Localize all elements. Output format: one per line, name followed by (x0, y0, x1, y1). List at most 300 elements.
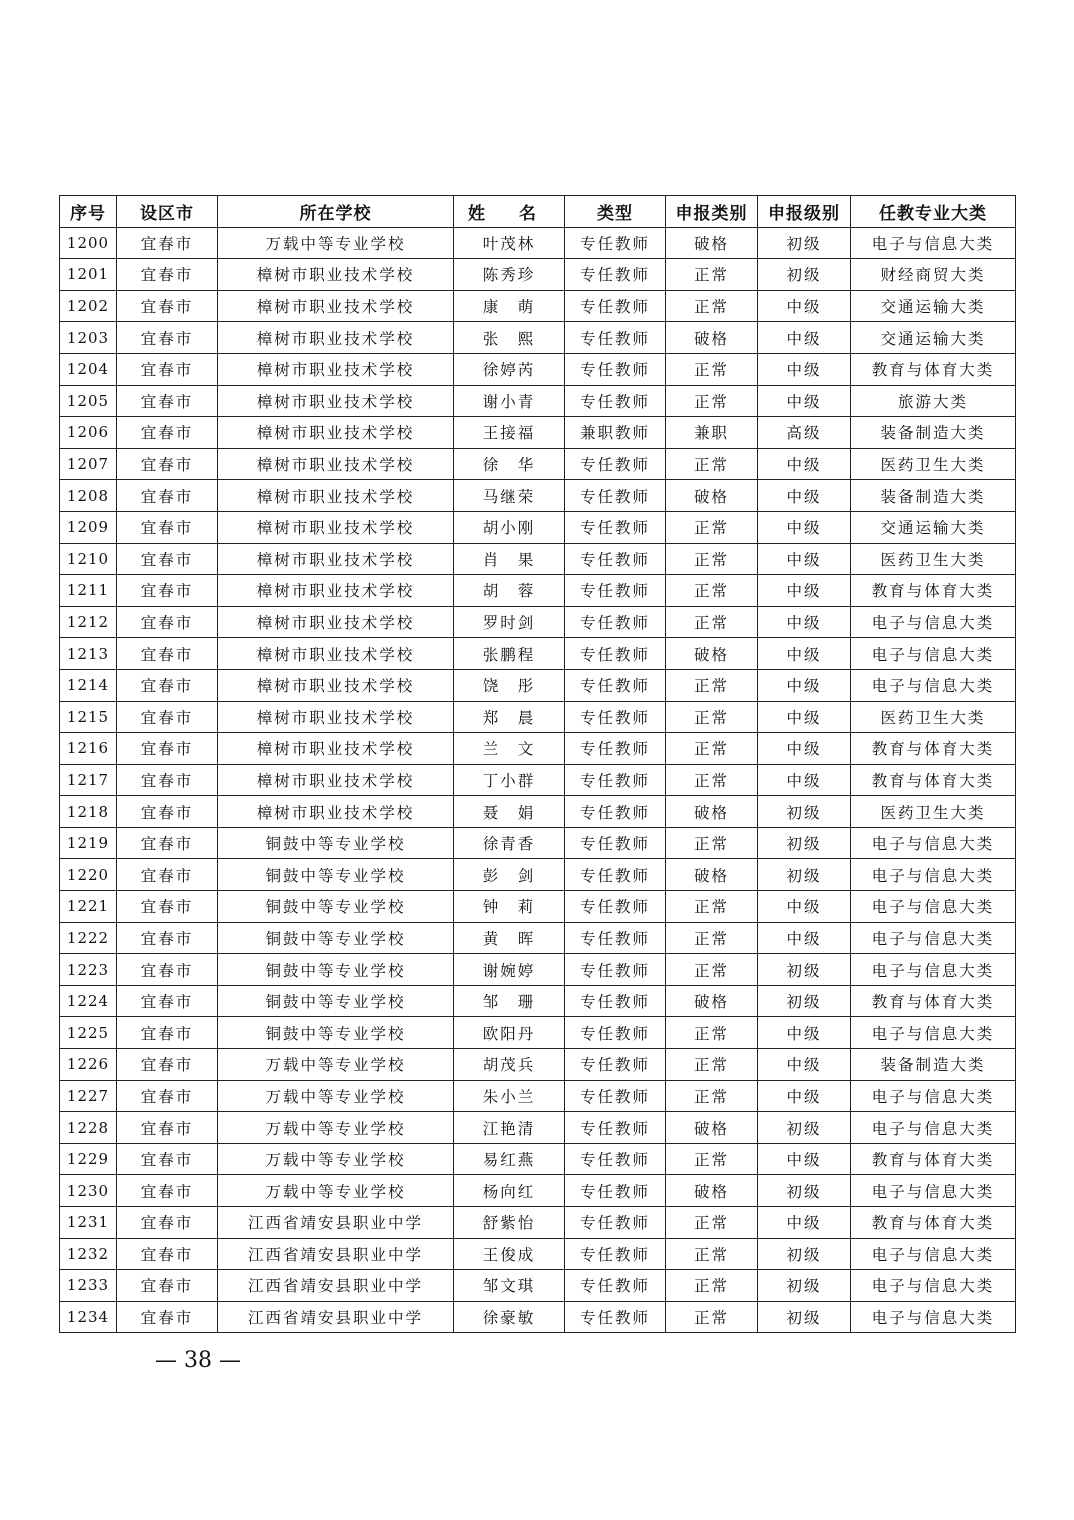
cell-school: 樟树市职业技术学校 (218, 606, 454, 638)
cell-major-category: 电子与信息大类 (851, 227, 1016, 259)
cell-name: 饶 彤 (454, 669, 565, 701)
cell-school: 江西省靖安县职业中学 (218, 1270, 454, 1302)
cell-name: 胡茂兵 (454, 1049, 565, 1081)
cell-type: 专任教师 (565, 480, 666, 512)
cell-major-category: 电子与信息大类 (851, 1112, 1016, 1144)
cell-major-category: 装备制造大类 (851, 417, 1016, 449)
cell-apply-level: 初级 (758, 259, 851, 291)
table-row (60, 701, 1016, 733)
cell-name: 郑 晨 (454, 701, 565, 733)
table-row (60, 669, 1016, 701)
cell-seq: 1217 (60, 764, 117, 796)
header-seq: 序号 (60, 196, 117, 228)
cell-seq: 1220 (60, 859, 117, 891)
table-row (60, 796, 1016, 828)
cell-type: 兼职教师 (565, 417, 666, 449)
table-row (60, 1175, 1016, 1207)
table-row (60, 606, 1016, 638)
table-row (60, 1301, 1016, 1333)
table-row (60, 417, 1016, 449)
cell-city: 宜春市 (117, 227, 218, 259)
cell-type: 专任教师 (565, 1080, 666, 1112)
cell-type: 专任教师 (565, 575, 666, 607)
cell-name: 肖 果 (454, 543, 565, 575)
table-row (60, 448, 1016, 480)
cell-apply-category: 破格 (666, 480, 758, 512)
cell-seq: 1226 (60, 1049, 117, 1081)
cell-apply-category: 正常 (666, 385, 758, 417)
cell-type: 专任教师 (565, 954, 666, 986)
cell-type: 专任教师 (565, 1301, 666, 1333)
cell-city: 宜春市 (117, 954, 218, 986)
cell-apply-category: 正常 (666, 733, 758, 765)
table-row (60, 954, 1016, 986)
cell-type: 专任教师 (565, 543, 666, 575)
cell-apply-category: 正常 (666, 1017, 758, 1049)
cell-seq: 1223 (60, 954, 117, 986)
cell-seq: 1203 (60, 322, 117, 354)
cell-seq: 1218 (60, 796, 117, 828)
cell-type: 专任教师 (565, 227, 666, 259)
table-row (60, 985, 1016, 1017)
cell-major-category: 电子与信息大类 (851, 638, 1016, 670)
cell-apply-category: 破格 (666, 796, 758, 828)
cell-city: 宜春市 (117, 1112, 218, 1144)
cell-name: 邹文琪 (454, 1270, 565, 1302)
table-row (60, 322, 1016, 354)
cell-apply-level: 初级 (758, 985, 851, 1017)
cell-apply-category: 破格 (666, 1175, 758, 1207)
table-row (60, 827, 1016, 859)
cell-school: 万载中等专业学校 (218, 227, 454, 259)
table-row (60, 290, 1016, 322)
cell-apply-level: 中级 (758, 1207, 851, 1239)
cell-city: 宜春市 (117, 480, 218, 512)
cell-city: 宜春市 (117, 606, 218, 638)
cell-city: 宜春市 (117, 353, 218, 385)
cell-school: 樟树市职业技术学校 (218, 353, 454, 385)
cell-city: 宜春市 (117, 511, 218, 543)
cell-name: 黄 晖 (454, 922, 565, 954)
cell-major-category: 教育与体育大类 (851, 1207, 1016, 1239)
cell-type: 专任教师 (565, 1175, 666, 1207)
cell-apply-category: 正常 (666, 1049, 758, 1081)
cell-school: 江西省靖安县职业中学 (218, 1301, 454, 1333)
table-row (60, 638, 1016, 670)
cell-name: 叶茂林 (454, 227, 565, 259)
cell-seq: 1206 (60, 417, 117, 449)
cell-type: 专任教师 (565, 1017, 666, 1049)
header-city: 设区市 (117, 196, 218, 228)
cell-seq: 1211 (60, 575, 117, 607)
table-row (60, 1207, 1016, 1239)
cell-seq: 1202 (60, 290, 117, 322)
cell-apply-category: 正常 (666, 1080, 758, 1112)
cell-apply-category: 正常 (666, 448, 758, 480)
cell-apply-level: 初级 (758, 1301, 851, 1333)
header-row (60, 196, 1016, 228)
cell-major-category: 教育与体育大类 (851, 1143, 1016, 1175)
cell-apply-category: 正常 (666, 353, 758, 385)
cell-major-category: 医药卫生大类 (851, 701, 1016, 733)
cell-city: 宜春市 (117, 1080, 218, 1112)
cell-apply-category: 正常 (666, 827, 758, 859)
cell-apply-category: 正常 (666, 543, 758, 575)
cell-type: 专任教师 (565, 985, 666, 1017)
cell-school: 樟树市职业技术学校 (218, 480, 454, 512)
cell-apply-category: 正常 (666, 764, 758, 796)
cell-type: 专任教师 (565, 322, 666, 354)
cell-seq: 1207 (60, 448, 117, 480)
cell-seq: 1210 (60, 543, 117, 575)
cell-apply-level: 高级 (758, 417, 851, 449)
cell-apply-category: 破格 (666, 1112, 758, 1144)
cell-school: 铜鼓中等专业学校 (218, 985, 454, 1017)
table-row (60, 1017, 1016, 1049)
cell-seq: 1234 (60, 1301, 117, 1333)
cell-major-category: 电子与信息大类 (851, 606, 1016, 638)
cell-school: 樟树市职业技术学校 (218, 322, 454, 354)
cell-seq: 1212 (60, 606, 117, 638)
table-row (60, 227, 1016, 259)
table-row (60, 1049, 1016, 1081)
cell-school: 铜鼓中等专业学校 (218, 891, 454, 923)
cell-apply-level: 初级 (758, 1175, 851, 1207)
cell-name: 钟 莉 (454, 891, 565, 923)
cell-apply-level: 中级 (758, 638, 851, 670)
cell-school: 万载中等专业学校 (218, 1143, 454, 1175)
cell-type: 专任教师 (565, 259, 666, 291)
cell-city: 宜春市 (117, 922, 218, 954)
cell-name: 欧阳丹 (454, 1017, 565, 1049)
cell-school: 樟树市职业技术学校 (218, 259, 454, 291)
cell-city: 宜春市 (117, 1143, 218, 1175)
cell-apply-level: 初级 (758, 827, 851, 859)
cell-name: 胡 蓉 (454, 575, 565, 607)
cell-apply-level: 中级 (758, 701, 851, 733)
cell-major-category: 财经商贸大类 (851, 259, 1016, 291)
cell-school: 铜鼓中等专业学校 (218, 954, 454, 986)
table-row (60, 1080, 1016, 1112)
cell-apply-category: 破格 (666, 322, 758, 354)
cell-name: 徐豪敏 (454, 1301, 565, 1333)
cell-name: 谢婉婷 (454, 954, 565, 986)
cell-school: 江西省靖安县职业中学 (218, 1207, 454, 1239)
cell-apply-level: 中级 (758, 385, 851, 417)
cell-major-category: 电子与信息大类 (851, 827, 1016, 859)
cell-major-category: 电子与信息大类 (851, 1080, 1016, 1112)
cell-apply-category: 正常 (666, 290, 758, 322)
cell-type: 专任教师 (565, 290, 666, 322)
cell-type: 专任教师 (565, 353, 666, 385)
cell-type: 专任教师 (565, 448, 666, 480)
cell-seq: 1200 (60, 227, 117, 259)
cell-apply-category: 破格 (666, 985, 758, 1017)
cell-type: 专任教师 (565, 796, 666, 828)
header-school: 所在学校 (218, 196, 454, 228)
cell-type: 专任教师 (565, 827, 666, 859)
table-row (60, 922, 1016, 954)
cell-major-category: 电子与信息大类 (851, 1238, 1016, 1270)
cell-name: 张 熙 (454, 322, 565, 354)
cell-major-category: 教育与体育大类 (851, 764, 1016, 796)
cell-name: 丁小群 (454, 764, 565, 796)
cell-apply-level: 中级 (758, 448, 851, 480)
cell-apply-level: 中级 (758, 669, 851, 701)
cell-apply-level: 中级 (758, 290, 851, 322)
cell-school: 铜鼓中等专业学校 (218, 922, 454, 954)
cell-city: 宜春市 (117, 385, 218, 417)
cell-major-category: 电子与信息大类 (851, 669, 1016, 701)
cell-city: 宜春市 (117, 322, 218, 354)
cell-major-category: 教育与体育大类 (851, 985, 1016, 1017)
cell-school: 万载中等专业学校 (218, 1049, 454, 1081)
cell-major-category: 教育与体育大类 (851, 575, 1016, 607)
cell-city: 宜春市 (117, 1017, 218, 1049)
cell-apply-category: 正常 (666, 511, 758, 543)
table-row (60, 480, 1016, 512)
cell-school: 万载中等专业学校 (218, 1080, 454, 1112)
cell-seq: 1209 (60, 511, 117, 543)
cell-apply-category: 正常 (666, 954, 758, 986)
cell-name: 王接福 (454, 417, 565, 449)
cell-city: 宜春市 (117, 1238, 218, 1270)
cell-city: 宜春市 (117, 985, 218, 1017)
cell-seq: 1215 (60, 701, 117, 733)
cell-seq: 1208 (60, 480, 117, 512)
cell-school: 樟树市职业技术学校 (218, 575, 454, 607)
cell-type: 专任教师 (565, 385, 666, 417)
cell-type: 专任教师 (565, 764, 666, 796)
cell-apply-category: 破格 (666, 638, 758, 670)
cell-name: 舒紫怡 (454, 1207, 565, 1239)
cell-city: 宜春市 (117, 859, 218, 891)
cell-seq: 1213 (60, 638, 117, 670)
cell-seq: 1225 (60, 1017, 117, 1049)
cell-seq: 1233 (60, 1270, 117, 1302)
header-name: 姓 名 (454, 196, 565, 228)
cell-major-category: 教育与体育大类 (851, 353, 1016, 385)
cell-city: 宜春市 (117, 796, 218, 828)
table-row (60, 353, 1016, 385)
cell-name: 康 萌 (454, 290, 565, 322)
table-row (60, 385, 1016, 417)
cell-school: 万载中等专业学校 (218, 1112, 454, 1144)
cell-major-category: 医药卫生大类 (851, 543, 1016, 575)
cell-major-category: 电子与信息大类 (851, 954, 1016, 986)
header-major-category: 任教专业大类 (851, 196, 1016, 228)
cell-apply-category: 正常 (666, 1270, 758, 1302)
cell-name: 徐婷芮 (454, 353, 565, 385)
header-type: 类型 (565, 196, 666, 228)
cell-city: 宜春市 (117, 1270, 218, 1302)
cell-apply-level: 初级 (758, 859, 851, 891)
cell-seq: 1228 (60, 1112, 117, 1144)
cell-name: 马继荣 (454, 480, 565, 512)
cell-major-category: 医药卫生大类 (851, 796, 1016, 828)
table-body (60, 227, 1016, 1333)
cell-city: 宜春市 (117, 259, 218, 291)
cell-seq: 1216 (60, 733, 117, 765)
cell-school: 樟树市职业技术学校 (218, 543, 454, 575)
table-row (60, 1143, 1016, 1175)
cell-name: 朱小兰 (454, 1080, 565, 1112)
cell-seq: 1231 (60, 1207, 117, 1239)
cell-name: 胡小刚 (454, 511, 565, 543)
cell-apply-category: 正常 (666, 922, 758, 954)
cell-name: 易红燕 (454, 1143, 565, 1175)
cell-apply-level: 中级 (758, 1080, 851, 1112)
cell-major-category: 交通运输大类 (851, 290, 1016, 322)
cell-school: 樟树市职业技术学校 (218, 448, 454, 480)
cell-apply-level: 中级 (758, 322, 851, 354)
cell-name: 聂 娟 (454, 796, 565, 828)
cell-major-category: 交通运输大类 (851, 322, 1016, 354)
cell-name: 罗时剑 (454, 606, 565, 638)
cell-apply-level: 中级 (758, 764, 851, 796)
cell-apply-category: 破格 (666, 227, 758, 259)
cell-city: 宜春市 (117, 1175, 218, 1207)
cell-seq: 1230 (60, 1175, 117, 1207)
cell-school: 江西省靖安县职业中学 (218, 1238, 454, 1270)
cell-school: 铜鼓中等专业学校 (218, 1017, 454, 1049)
cell-school: 樟树市职业技术学校 (218, 417, 454, 449)
cell-type: 专任教师 (565, 1143, 666, 1175)
cell-seq: 1205 (60, 385, 117, 417)
cell-school: 樟树市职业技术学校 (218, 669, 454, 701)
cell-apply-level: 中级 (758, 922, 851, 954)
cell-apply-level: 初级 (758, 1112, 851, 1144)
cell-apply-level: 中级 (758, 733, 851, 765)
table-row (60, 543, 1016, 575)
cell-school: 樟树市职业技术学校 (218, 638, 454, 670)
cell-name: 杨向红 (454, 1175, 565, 1207)
cell-major-category: 装备制造大类 (851, 480, 1016, 512)
roster-table (59, 195, 1016, 1333)
cell-apply-category: 正常 (666, 606, 758, 638)
cell-school: 樟树市职业技术学校 (218, 511, 454, 543)
table-row (60, 1238, 1016, 1270)
cell-major-category: 旅游大类 (851, 385, 1016, 417)
cell-city: 宜春市 (117, 1207, 218, 1239)
cell-type: 专任教师 (565, 1207, 666, 1239)
cell-apply-level: 中级 (758, 606, 851, 638)
table-row (60, 511, 1016, 543)
cell-type: 专任教师 (565, 1049, 666, 1081)
cell-major-category: 电子与信息大类 (851, 859, 1016, 891)
cell-major-category: 装备制造大类 (851, 1049, 1016, 1081)
cell-major-category: 电子与信息大类 (851, 891, 1016, 923)
cell-city: 宜春市 (117, 417, 218, 449)
cell-apply-category: 正常 (666, 1238, 758, 1270)
cell-apply-level: 中级 (758, 1017, 851, 1049)
cell-apply-level: 中级 (758, 891, 851, 923)
cell-apply-category: 正常 (666, 669, 758, 701)
cell-major-category: 交通运输大类 (851, 511, 1016, 543)
cell-school: 樟树市职业技术学校 (218, 290, 454, 322)
cell-apply-category: 正常 (666, 575, 758, 607)
cell-city: 宜春市 (117, 764, 218, 796)
cell-city: 宜春市 (117, 543, 218, 575)
cell-type: 专任教师 (565, 1112, 666, 1144)
cell-major-category: 教育与体育大类 (851, 733, 1016, 765)
cell-school: 樟树市职业技术学校 (218, 796, 454, 828)
cell-name: 陈秀珍 (454, 259, 565, 291)
cell-school: 樟树市职业技术学校 (218, 701, 454, 733)
cell-city: 宜春市 (117, 1301, 218, 1333)
cell-major-category: 电子与信息大类 (851, 1270, 1016, 1302)
table-row (60, 859, 1016, 891)
cell-apply-level: 初级 (758, 1238, 851, 1270)
cell-city: 宜春市 (117, 575, 218, 607)
cell-name: 张鹏程 (454, 638, 565, 670)
cell-apply-level: 初级 (758, 954, 851, 986)
cell-apply-level: 初级 (758, 1270, 851, 1302)
cell-apply-level: 中级 (758, 511, 851, 543)
cell-name: 徐青香 (454, 827, 565, 859)
cell-type: 专任教师 (565, 606, 666, 638)
cell-city: 宜春市 (117, 669, 218, 701)
table-row (60, 1112, 1016, 1144)
cell-major-category: 电子与信息大类 (851, 922, 1016, 954)
cell-seq: 1219 (60, 827, 117, 859)
cell-name: 彭 剑 (454, 859, 565, 891)
cell-apply-category: 正常 (666, 1143, 758, 1175)
header-apply-category: 申报类别 (666, 196, 758, 228)
cell-school: 铜鼓中等专业学校 (218, 859, 454, 891)
cell-type: 专任教师 (565, 1238, 666, 1270)
cell-apply-level: 中级 (758, 543, 851, 575)
cell-seq: 1214 (60, 669, 117, 701)
cell-apply-category: 正常 (666, 259, 758, 291)
cell-type: 专任教师 (565, 891, 666, 923)
cell-school: 铜鼓中等专业学校 (218, 827, 454, 859)
table-row (60, 733, 1016, 765)
cell-name: 江艳清 (454, 1112, 565, 1144)
cell-type: 专任教师 (565, 922, 666, 954)
table-row (60, 259, 1016, 291)
cell-seq: 1227 (60, 1080, 117, 1112)
cell-apply-category: 正常 (666, 701, 758, 733)
cell-city: 宜春市 (117, 701, 218, 733)
cell-name: 王俊成 (454, 1238, 565, 1270)
cell-name: 谢小青 (454, 385, 565, 417)
cell-type: 专任教师 (565, 669, 666, 701)
table-header (60, 196, 1016, 228)
cell-major-category: 医药卫生大类 (851, 448, 1016, 480)
cell-school: 樟树市职业技术学校 (218, 733, 454, 765)
cell-type: 专任教师 (565, 638, 666, 670)
cell-city: 宜春市 (117, 638, 218, 670)
cell-city: 宜春市 (117, 1049, 218, 1081)
cell-major-category: 电子与信息大类 (851, 1017, 1016, 1049)
cell-school: 樟树市职业技术学校 (218, 385, 454, 417)
table-row (60, 575, 1016, 607)
cell-apply-level: 中级 (758, 575, 851, 607)
cell-city: 宜春市 (117, 290, 218, 322)
cell-apply-level: 初级 (758, 796, 851, 828)
cell-city: 宜春市 (117, 733, 218, 765)
table-row (60, 891, 1016, 923)
table-row (60, 764, 1016, 796)
cell-city: 宜春市 (117, 891, 218, 923)
cell-seq: 1201 (60, 259, 117, 291)
cell-apply-level: 中级 (758, 1049, 851, 1081)
cell-major-category: 电子与信息大类 (851, 1301, 1016, 1333)
cell-apply-level: 初级 (758, 227, 851, 259)
cell-seq: 1232 (60, 1238, 117, 1270)
cell-name: 徐 华 (454, 448, 565, 480)
